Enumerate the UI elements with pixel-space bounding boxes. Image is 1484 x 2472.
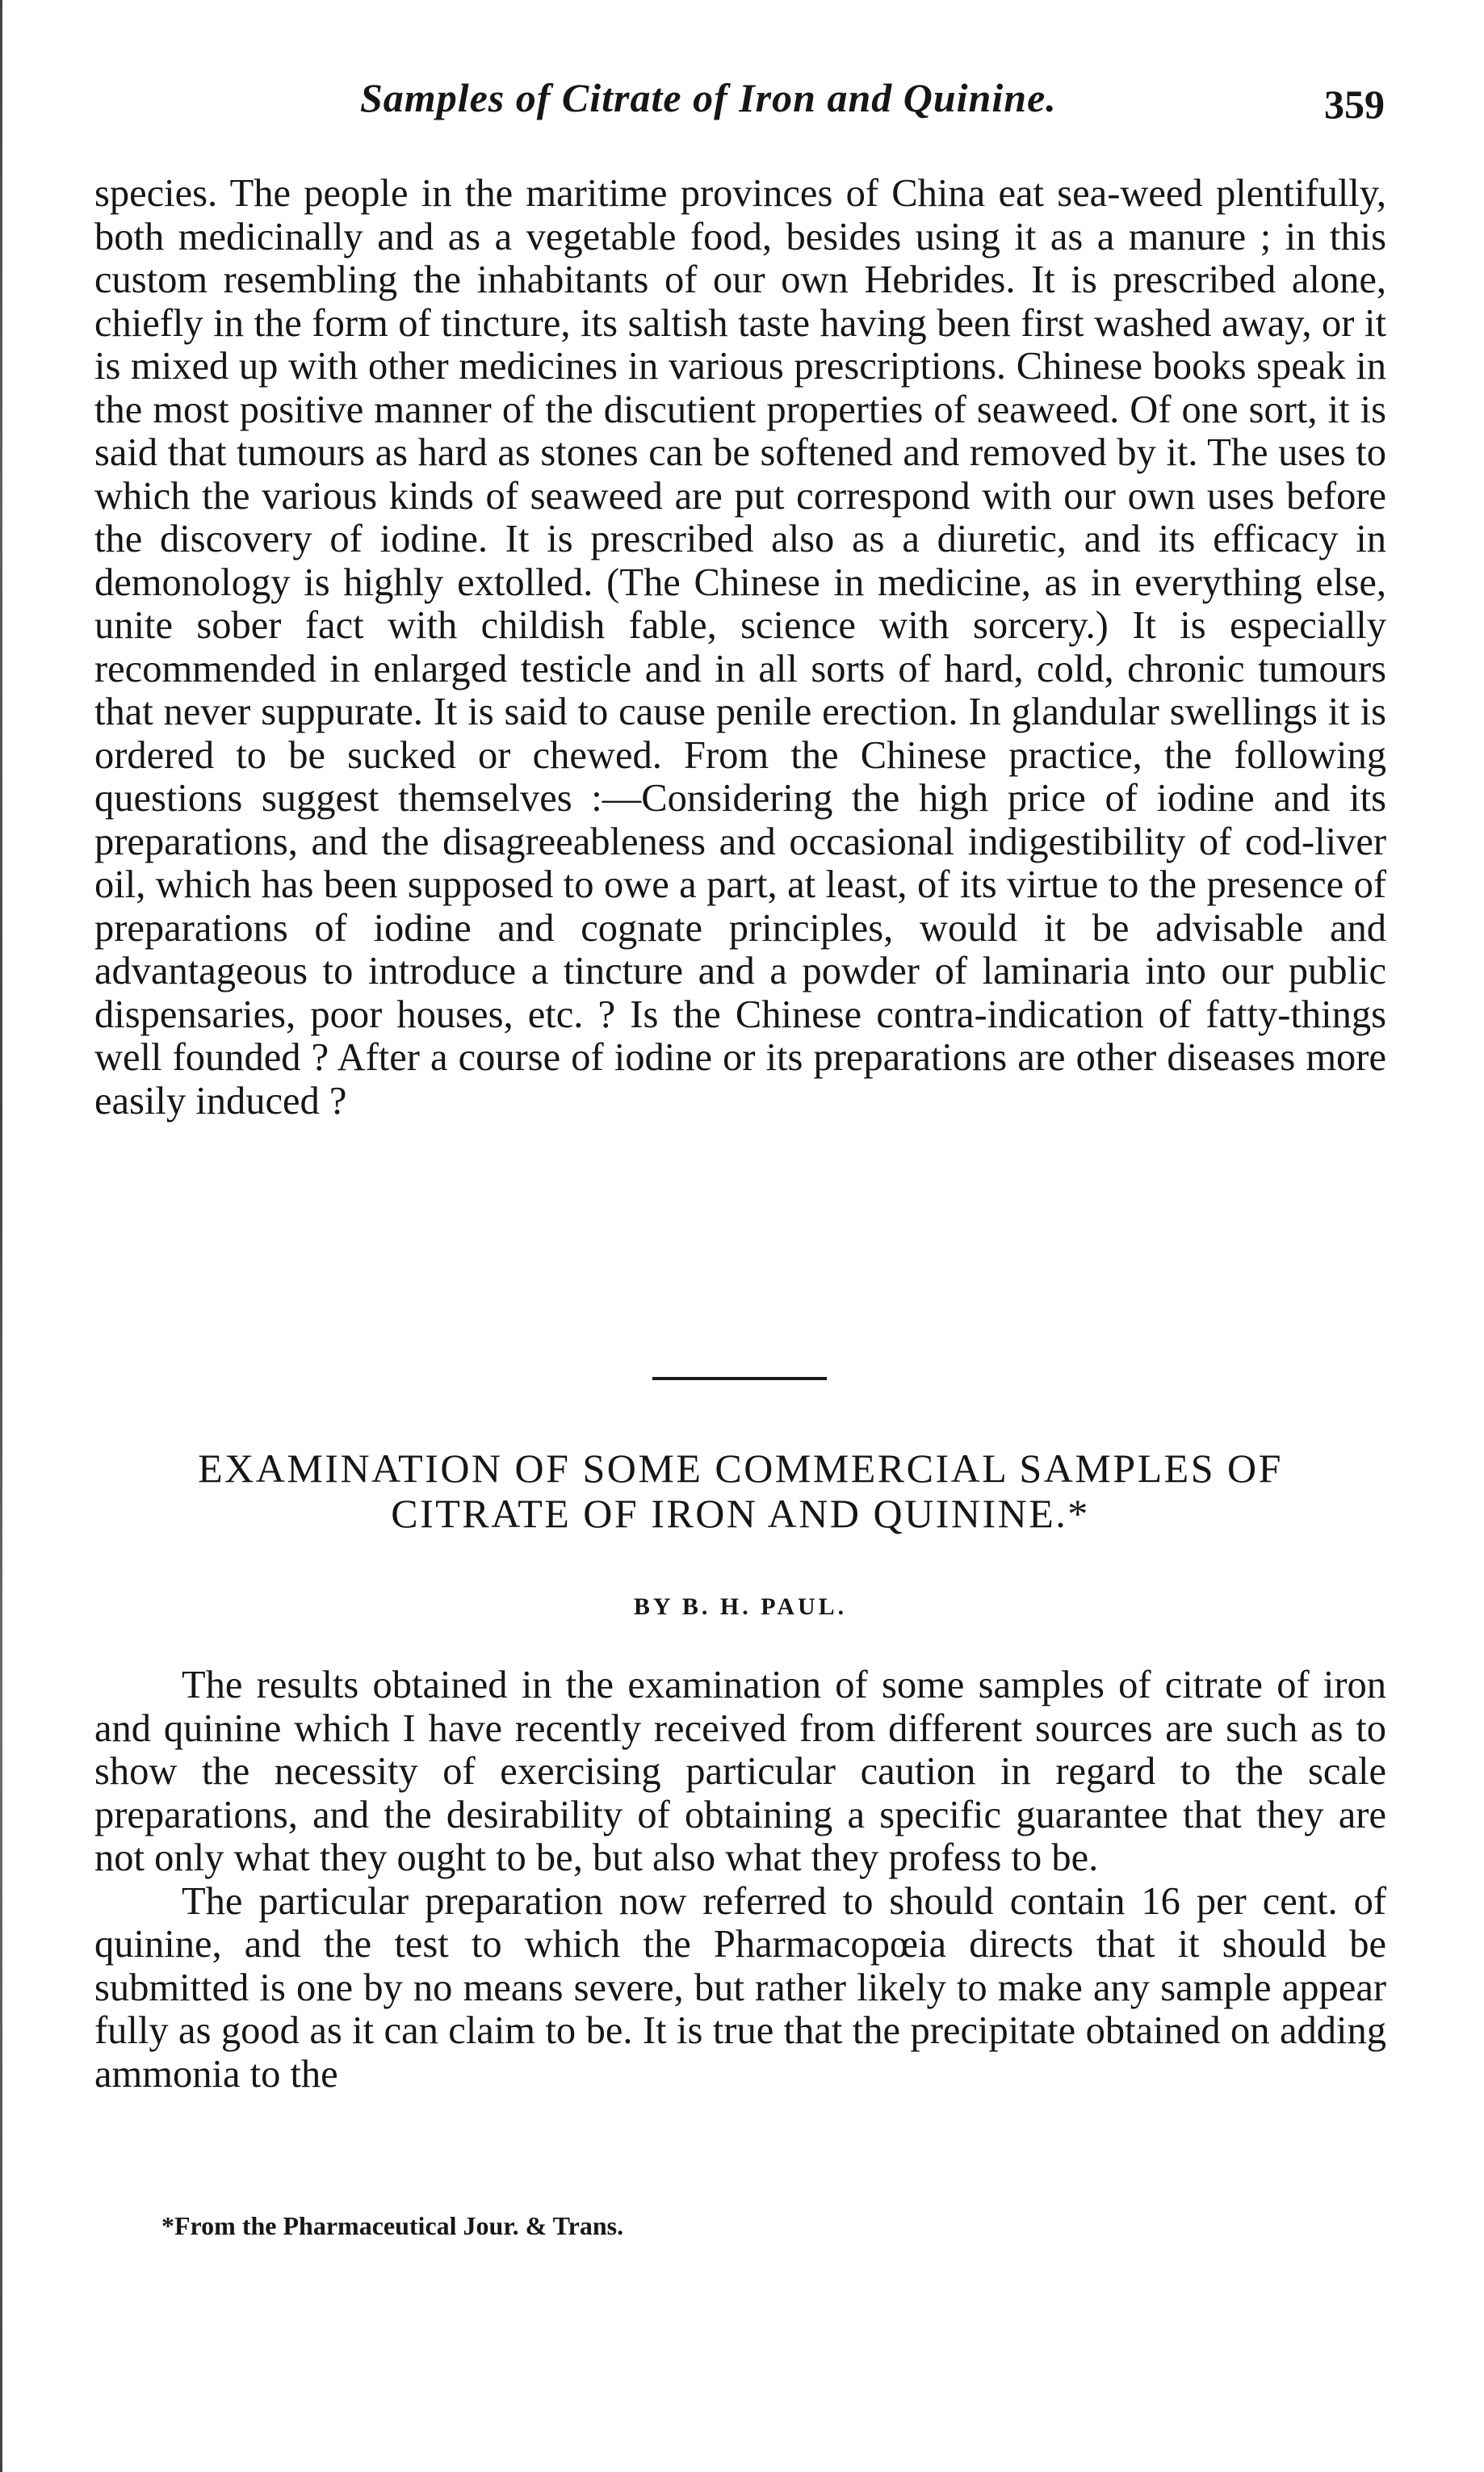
article-body [94, 1664, 1386, 2096]
article-paragraph-2: The particular preparation now referred to should contain 16 per cent. of quinine, and the test to which the Pharmacopœia directs that it should be submitted is one by no means severe, but rather likely to make any sample appear fully as good as it can claim to be. It is true that the precipitate obtained on adding ammonia to the [94, 1879, 1386, 2096]
article-byline: BY B. H. PAUL. [633, 1593, 848, 1620]
continued-paragraph: species. The people in the maritime provinces of China eat sea-weed plentifully, both medicinally and as a vegetable food, besides using it as a manure ; in this custom resembling the inhabitants of our own Hebrides. It is prescribed alone, chiefly in the form of tincture, its saltish taste having been first washed away, or it is mixed up with other medicines in various prescriptions. Chinese books speak in the most positive manner of the discutient properties of seaweed. Of one sort, it is said that tumours as hard as stones can be softened and removed by it. The uses to which the various kinds of seaweed are put correspond with our own uses before the discovery of iodine. It is prescribed also as a diuretic, and its efficacy in demonology is highly extolled. (The Chinese in medicine, as in everything else, unite sober fact with childish fable, science with sorcery.) It is especially recommended in enlarged testicle and in all sorts of hard, cold, chronic tumours that never suppurate. It is said to cause penile erection. In glandular swellings it is ordered to be sucked or chewed. From the Chinese practice, the following questions suggest themselves :—Considering the high price of iodine and its preparations, and the disagreeableness and occasional indigestibility of cod-liver oil, which has been supposed to owe a part, at least, of its virtue to the presence of preparations of iodine and cognate principles, would it be advisable and advantageous to introduce a tincture and a powder of laminaria into our public dispensaries, poor houses, etc. ? Is the Chinese contra-indication of fatty-things well founded ? After a course of iodine or its preparations are other diseases more easily induced ? [94, 172, 1386, 1123]
running-title: Samples of Citrate of Iron and Quinine. [360, 75, 1057, 120]
article-title-line-2: CITRATE OF IRON AND QUININE.* [391, 1491, 1090, 1536]
article-title-line-1: EXAMINATION OF SOME COMMERCIAL SAMPLES OF [198, 1446, 1283, 1491]
section-divider [652, 1377, 827, 1380]
footnote: *From the Pharmaceutical Jour. & Trans. [161, 2211, 624, 2240]
running-head [0, 74, 1484, 131]
page-number: 359 [1324, 82, 1385, 127]
article-paragraph-1: The results obtained in the examination of some samples of citrate of iron and quinine which I have recently received from different sources are such as to show the necessity of exercising particular caution in regard to the scale preparations, and the desirability of obtaining a specific guarantee that they are not only what they ought to be, but also what they profess to be. [94, 1664, 1386, 1879]
page-binding-edge [0, 0, 2, 2472]
article-title [94, 1446, 1386, 1536]
